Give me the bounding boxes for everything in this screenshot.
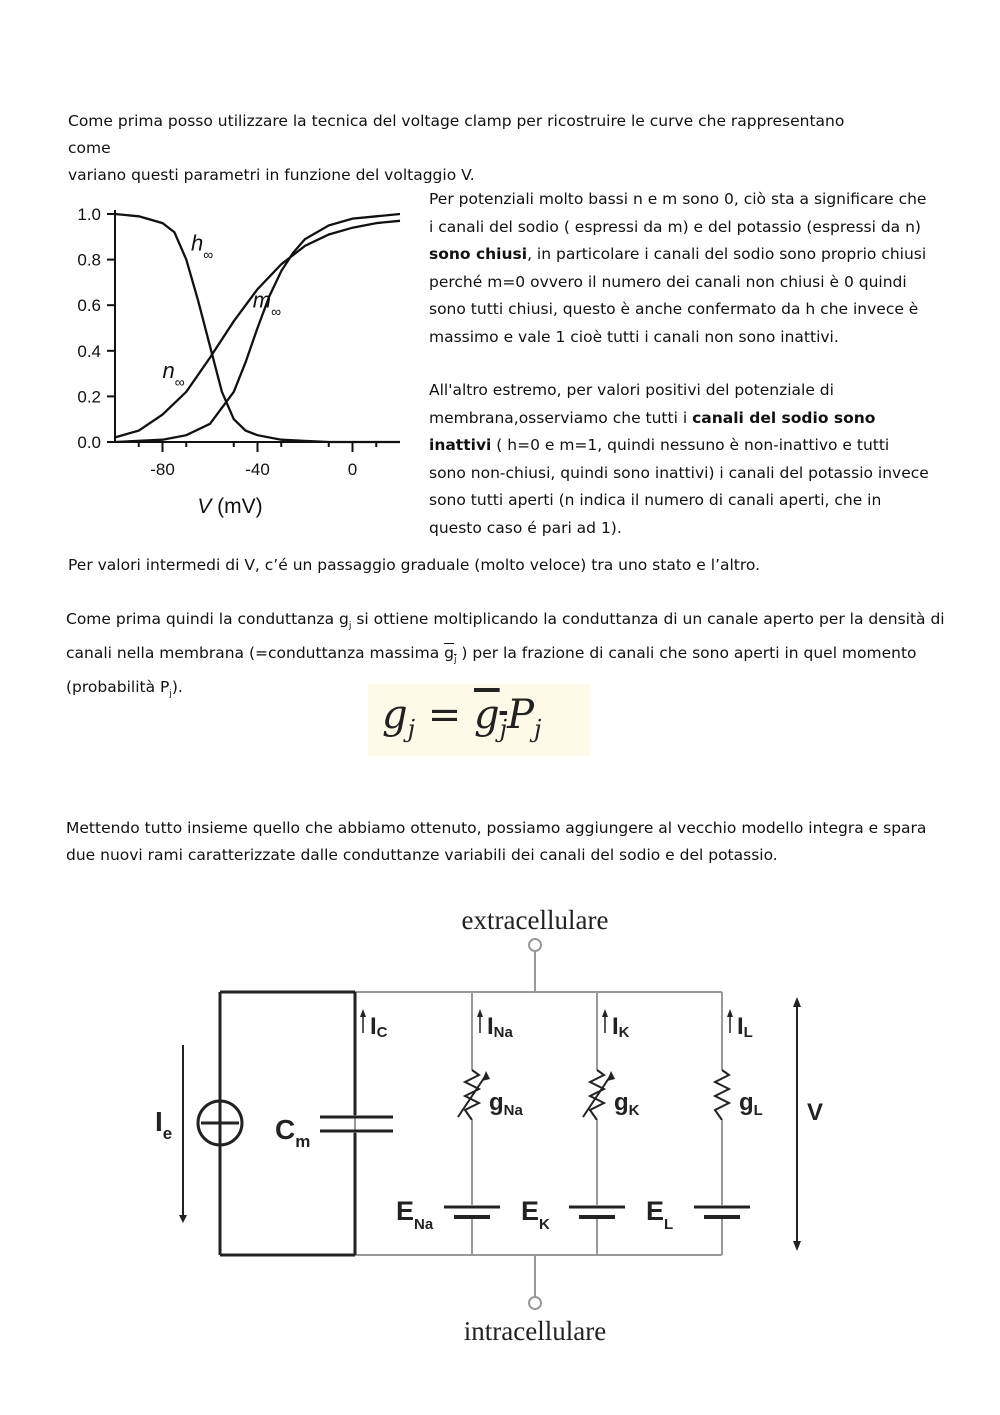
p1-text-b: , in particolare i canali del sodio sono proprio chiusi perché m=0 ovvero il numero dei canali non chiusi è 0 quindi sono tutti chiusi, questo è anche confermato da h che invece è massimo e vale 1 cioè tutti i canali non sono inattivi. (429, 245, 927, 346)
cond-text-c: ) per la frazione di canali che sono aperti in quel momento (probabilità P (66, 644, 917, 697)
x-tick-label: -40 (245, 460, 270, 479)
p1-text-a: Per potenziali molto bassi n e m sono 0, ciò sta a significare che i canali del sodio ( espressi da m) e del potassio (espressi da n) (429, 190, 927, 236)
conductance-label: $g_{Na}$ (489, 1089, 523, 1119)
p2-bold: canali del sodio sono inattivi (429, 408, 876, 454)
intermediate-paragraph: Per valori intermedi di V, c’é un passaggio graduale (molto veloce) tra uno stato e l’altro. (68, 556, 761, 574)
conductance-label: $g_L$ (739, 1089, 763, 1119)
cm-label: $C_m$ (275, 1114, 311, 1151)
y-tick-label: 0.6 (77, 296, 101, 316)
explanation-paragraph-2 (429, 377, 929, 542)
current-arrow (360, 1009, 366, 1017)
gbar-symbol (444, 644, 457, 666)
x-tick-label: -80 (150, 460, 175, 479)
cond-sub-3: j (169, 689, 172, 700)
current-label: INa (487, 1013, 513, 1041)
intro-paragraph (68, 108, 868, 189)
battery-label: $E_K$ (521, 1196, 550, 1233)
current-arrow (727, 1009, 733, 1017)
cond-sub-2: j (453, 655, 457, 666)
conductance-label: $g_K$ (614, 1089, 640, 1119)
explanation-paragraph-1 (429, 186, 929, 351)
series-line-2 (115, 214, 400, 442)
intro-line-1: Come prima posso utilizzare la tecnica del voltage clamp per ricostruire le curve che rappresentano come (68, 112, 845, 157)
p2-text-a: All'altro estremo, per valori positivi del potenziale di membrana,osserviamo che tutti i (429, 381, 834, 427)
intracellular-label: intracellulare (463, 1316, 607, 1346)
ie-label: $I_e$ (155, 1106, 173, 1143)
resistor-2 (715, 1070, 729, 1120)
battery-label: $E_{Na}$ (396, 1196, 434, 1233)
x-axis-label: V (mV) (197, 495, 263, 518)
cond-text-a: Come prima quindi la conduttanza g (66, 610, 349, 628)
cond-text-b: si ottiene moltiplicando la conduttanza di un canale aperto per la densità di canali nella membrana (=conduttanza massima (66, 610, 945, 663)
x-tick-label: 0 (347, 460, 358, 479)
series-label-2: $m_\infty$ (252, 287, 282, 320)
formula-box (368, 684, 590, 756)
y-tick-label: 0.4 (77, 341, 101, 361)
cond-sub-1: j (348, 621, 352, 632)
p1-bold: sono chiusi (429, 245, 528, 263)
extracellular-label: extracellulare (461, 905, 609, 935)
battery-label: $E_L$ (646, 1196, 674, 1233)
cond-text-d: ). (171, 678, 183, 697)
summary-paragraph: Mettendo tutto insieme quello che abbiamo ottenuto, possiamo aggiungere al vecchio modello integra e spara due nuovi rami caratterizzate dalle conduttanze variabili dei canali del sodio e del potassio. (66, 819, 927, 864)
intro-line-2: variano questi parametri in funzione del voltaggio V. (68, 166, 475, 184)
gating-chart (60, 196, 410, 526)
y-tick-label: 0.0 (77, 433, 101, 452)
p2-text-b: ( h=0 e m=1, quindi nessuno è non-inattivo e tutti sono non-chiusi, quindi sono inattivi) i canali del potassio invece sono tutti aperti (n indica il numero di canali aperti, che in questo caso é pari ad 1). (429, 436, 929, 537)
current-arrow (477, 1009, 483, 1017)
v-label: V (807, 1099, 824, 1126)
y-tick-label: 0.8 (77, 250, 101, 270)
y-tick-label: 0.2 (77, 387, 101, 407)
current-label: IC (370, 1013, 388, 1041)
y-tick-label: 1.0 (77, 205, 101, 224)
series-label-0: $h_\infty$ (191, 230, 214, 263)
current-arrow (602, 1009, 608, 1017)
explanation-column (429, 186, 929, 568)
formula: $g_j = g_jP_j$ (382, 692, 542, 743)
current-label: IK (612, 1013, 630, 1041)
circuit-diagram (135, 895, 865, 1350)
current-label: IL (737, 1013, 753, 1041)
series-label-1: $n_\infty$ (162, 358, 185, 391)
gbar-letter: g (444, 644, 454, 663)
